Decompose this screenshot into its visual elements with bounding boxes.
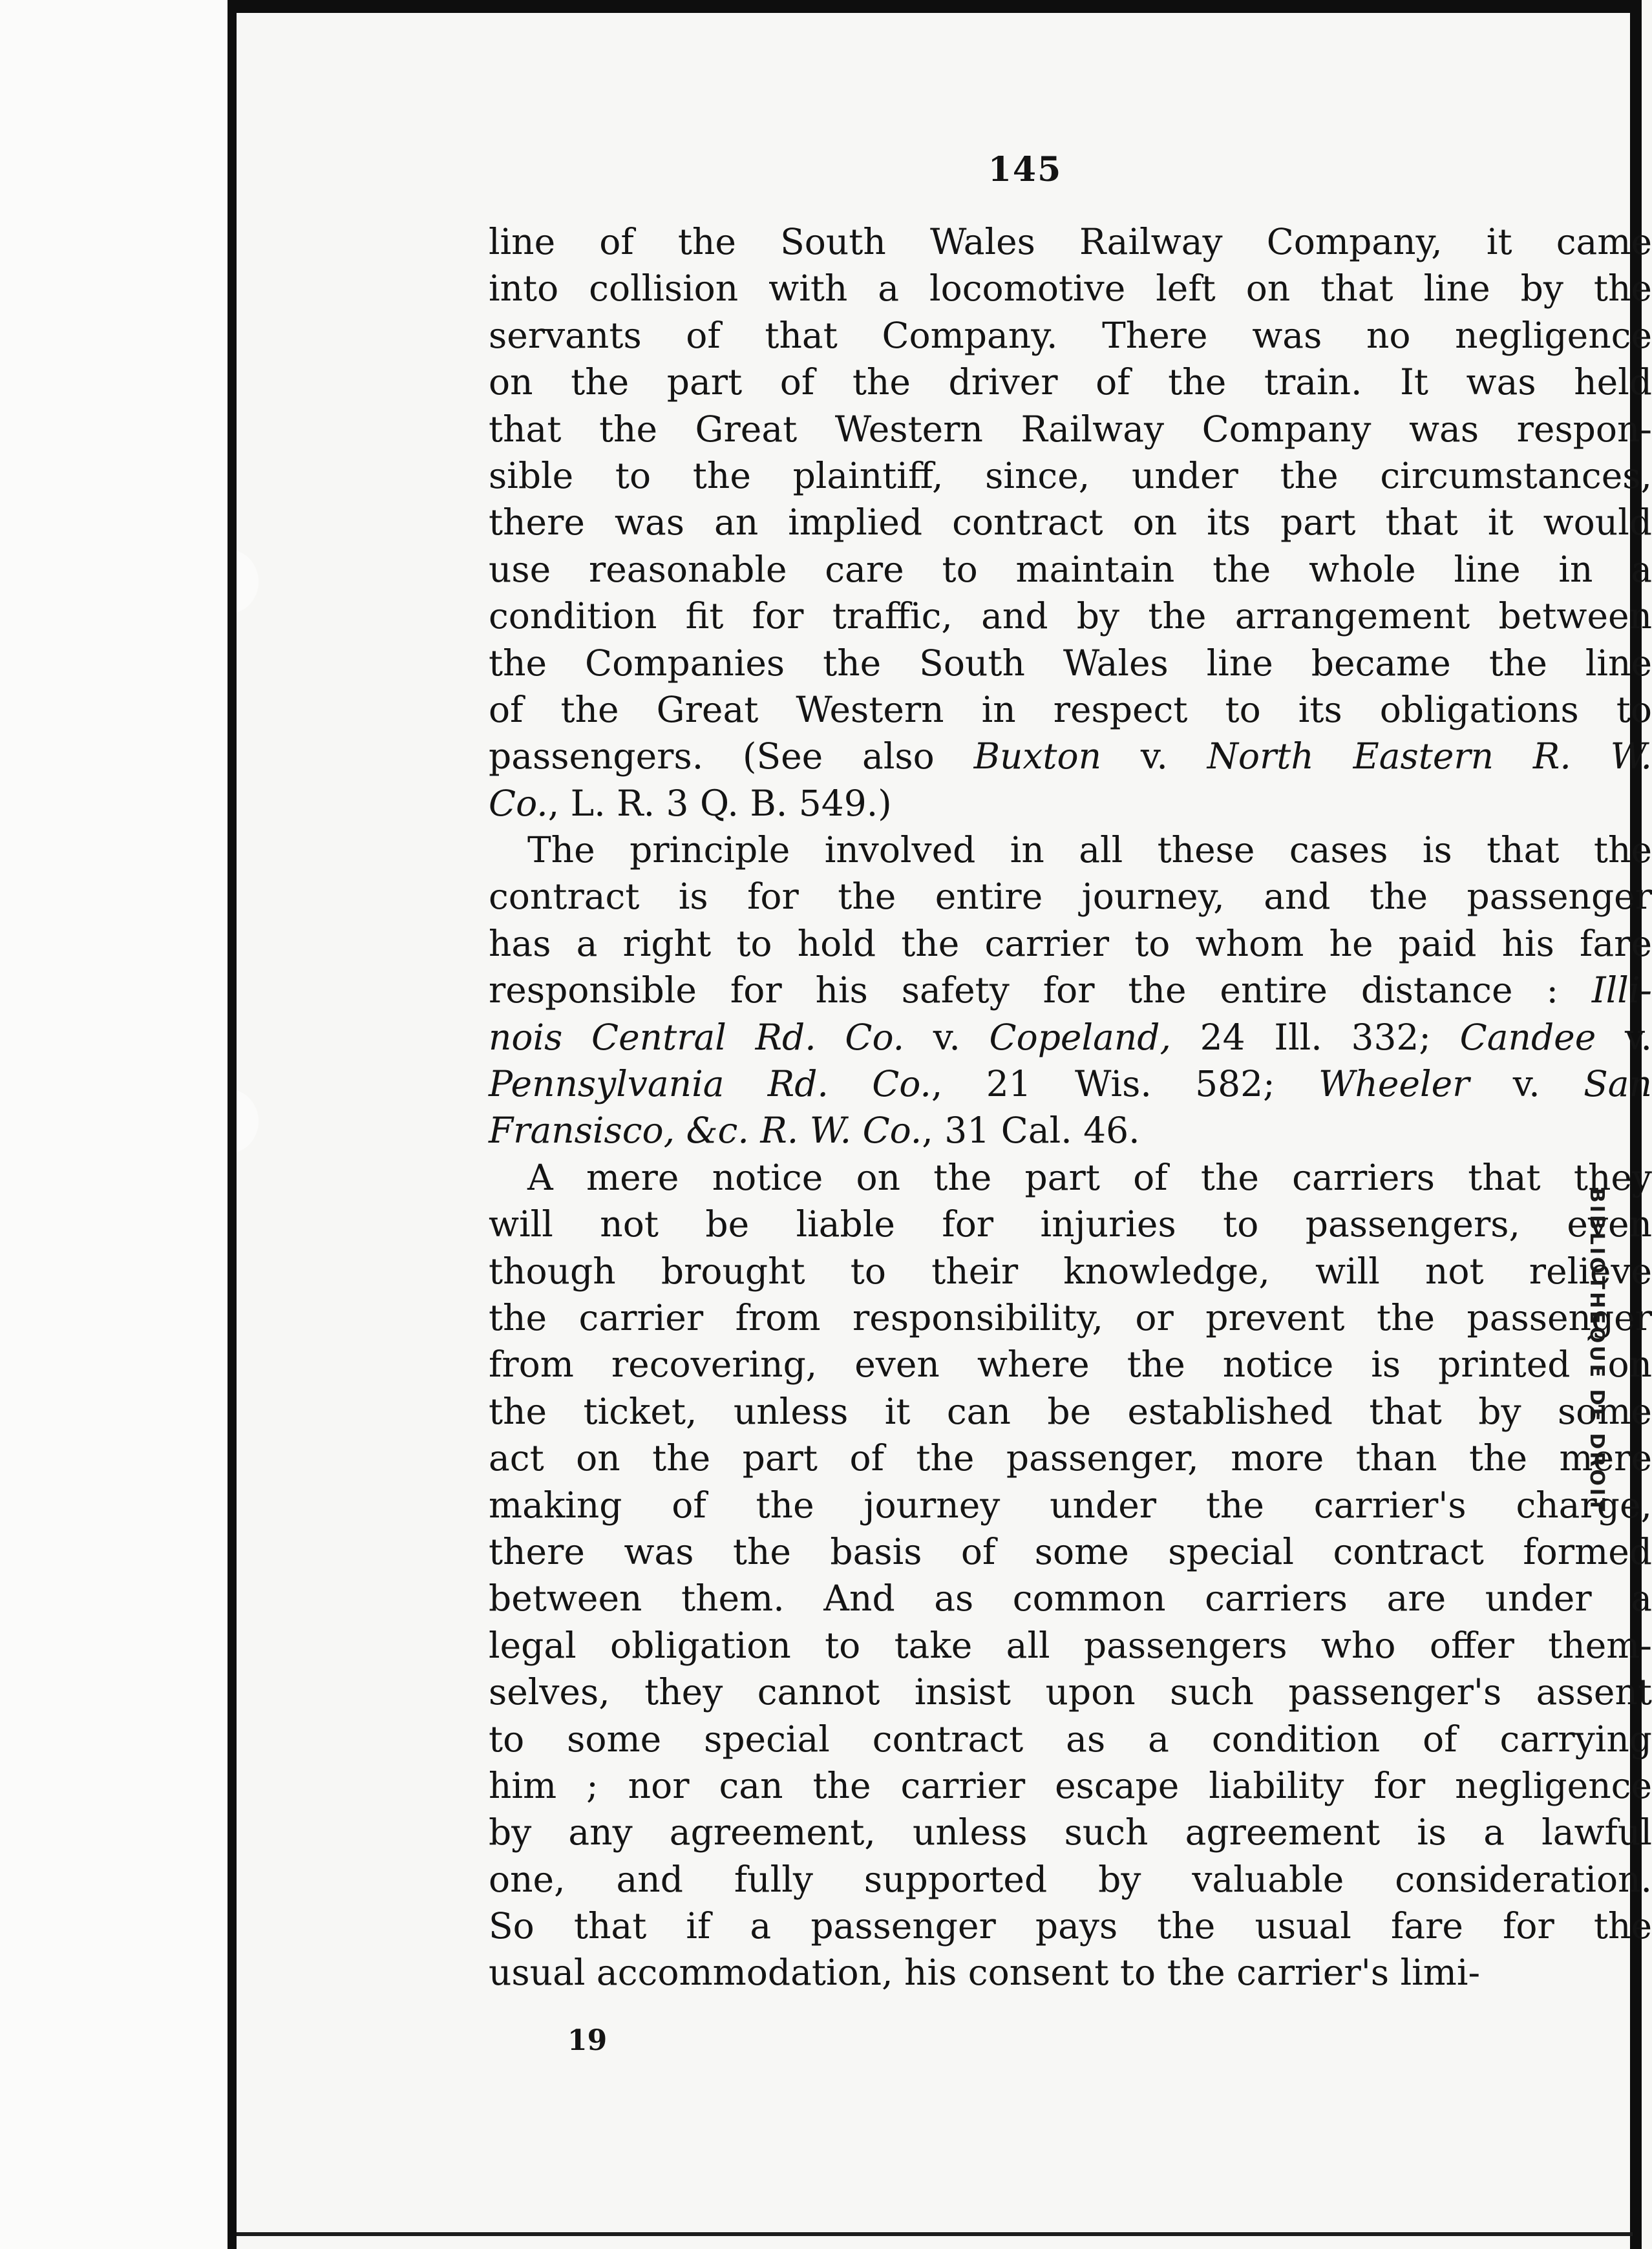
text-line bbox=[489, 359, 1652, 405]
page-number: 145 bbox=[988, 150, 1063, 189]
text-line bbox=[489, 1762, 1652, 1809]
signature-mark: 19 bbox=[567, 2024, 608, 2057]
paragraph bbox=[489, 827, 1652, 1154]
text-line bbox=[489, 1716, 1652, 1762]
scan-border-bottom bbox=[237, 2232, 1633, 2236]
text-line bbox=[489, 1482, 1652, 1528]
text-run: servants of that Company. There was no negligence bbox=[489, 314, 1652, 356]
case-name: Copeland, bbox=[989, 1016, 1171, 1058]
text-line bbox=[489, 1435, 1652, 1481]
text-line bbox=[489, 1856, 1652, 1903]
text-run: though brought to their knowledge, will not relieve bbox=[489, 1250, 1652, 1292]
text-line bbox=[489, 1622, 1652, 1669]
text-line bbox=[489, 452, 1652, 499]
text-run: the carrier from responsibility, or prevent the passenger bbox=[489, 1296, 1652, 1338]
text-run: act on the part of the passenger, more than the mere bbox=[489, 1437, 1652, 1479]
case-name: Pennsylvania Rd. Co. bbox=[489, 1063, 931, 1105]
case-name: Illi- bbox=[1591, 969, 1652, 1011]
case-name: Co. bbox=[489, 782, 548, 824]
text-line bbox=[489, 1154, 1652, 1201]
text-run: v. bbox=[1469, 1063, 1584, 1105]
text-run: to some special contract as a condition of carrying bbox=[489, 1718, 1652, 1760]
text-run: him ; nor can the carrier escape liability for negligence bbox=[489, 1764, 1652, 1806]
text-line bbox=[489, 546, 1652, 593]
text-run: one, and fully supported by valuable consideration. bbox=[489, 1858, 1652, 1900]
text-run: by any agreement, unless such agreement is a lawful bbox=[489, 1811, 1652, 1853]
text-line bbox=[489, 967, 1652, 1013]
text-run: v. bbox=[1101, 735, 1207, 777]
text-run: of the Great Western in respect to its obligations to bbox=[489, 688, 1652, 730]
text-run: contract is for the entire journey, and the passenger bbox=[489, 876, 1652, 918]
paragraph bbox=[489, 1154, 1652, 1996]
text-run: the Companies the South Wales line became the line bbox=[489, 642, 1652, 684]
paragraph bbox=[489, 218, 1652, 827]
text-run: between them. And as common carriers are under a bbox=[489, 1578, 1652, 1620]
text-line bbox=[489, 686, 1652, 733]
text-run: , L. R. 3 Q. B. 549.) bbox=[547, 782, 892, 824]
text-line bbox=[489, 218, 1652, 265]
text-line bbox=[489, 1061, 1652, 1107]
text-line bbox=[489, 1949, 1652, 1996]
text-line bbox=[489, 499, 1652, 545]
text-run: responsible for his safety for the entire distance : bbox=[489, 969, 1592, 1011]
text-line bbox=[489, 265, 1652, 311]
text-run: A mere notice on the part of the carriers that they bbox=[527, 1156, 1652, 1198]
case-name: San bbox=[1583, 1063, 1652, 1105]
text-run: from recovering, even where the notice is printed on bbox=[489, 1344, 1652, 1386]
text-line bbox=[489, 1201, 1652, 1247]
scan-border-top bbox=[237, 0, 1642, 13]
text-run: condition fit for traffic, and by the arrangement between bbox=[489, 595, 1652, 637]
text-line bbox=[489, 406, 1652, 452]
text-line bbox=[489, 827, 1652, 873]
text-run: into collision with a locomotive left on that line by the bbox=[489, 268, 1652, 310]
text-line bbox=[489, 1294, 1652, 1341]
text-run: use reasonable care to maintain the whole line in a bbox=[489, 548, 1652, 590]
text-run: on the part of the driver of the train. It was held bbox=[489, 361, 1652, 403]
text-run: selves, they cannot insist upon such passenger's assent bbox=[489, 1671, 1652, 1713]
text-line bbox=[489, 593, 1652, 639]
text-line bbox=[489, 1809, 1652, 1855]
gutter-shadow bbox=[228, 0, 237, 2249]
text-line bbox=[489, 920, 1652, 967]
case-name: Candee bbox=[1459, 1016, 1596, 1058]
text-line bbox=[489, 1669, 1652, 1715]
case-name: North Eastern R. W. bbox=[1207, 735, 1652, 777]
text-run: there was an implied contract on its part that it would bbox=[489, 502, 1652, 544]
text-line bbox=[489, 733, 1652, 779]
text-run: making of the journey under the carrier's charge, bbox=[489, 1484, 1652, 1526]
text-run: line of the South Wales Railway Company, it came bbox=[489, 221, 1652, 262]
book-page bbox=[237, 13, 1652, 2232]
case-name: nois Central Rd. Co. bbox=[489, 1016, 905, 1058]
text-run: sible to the plaintiff, since, under the circumstances, bbox=[489, 454, 1652, 496]
case-name: Buxton bbox=[973, 735, 1102, 777]
text-run: legal obligation to take all passengers who offer them- bbox=[489, 1624, 1652, 1666]
text-line bbox=[489, 312, 1652, 359]
case-name: Fransisco, &c. R. W. Co. bbox=[489, 1110, 922, 1152]
text-line bbox=[489, 1248, 1652, 1294]
text-line bbox=[489, 640, 1652, 686]
text-run: usual accommodation, his consent to the carrier's limi- bbox=[489, 1952, 1481, 1994]
library-stamp: BIBLIOTHEQUE DE DROIT bbox=[1585, 1188, 1608, 1514]
text-run: passengers. (See also bbox=[489, 735, 974, 777]
text-line bbox=[489, 873, 1652, 920]
text-run: The principle involved in all these cases is that the bbox=[527, 829, 1652, 871]
text-line bbox=[489, 1903, 1652, 1949]
text-line bbox=[489, 780, 1652, 827]
text-run: has a right to hold the carrier to whom he paid his fare bbox=[489, 922, 1652, 964]
text-line bbox=[489, 1575, 1652, 1621]
text-run: 24 Ill. 332; bbox=[1170, 1016, 1460, 1058]
text-run: v. bbox=[1596, 1016, 1652, 1058]
text-run: , 21 Wis. 582; bbox=[931, 1063, 1318, 1105]
text-run: that the Great Western Railway Company was respon- bbox=[489, 408, 1652, 450]
case-name: Wheeler bbox=[1318, 1063, 1470, 1105]
text-line bbox=[489, 1528, 1652, 1575]
body-text bbox=[489, 218, 1652, 1996]
text-run: So that if a passenger pays the usual fare for the bbox=[489, 1905, 1652, 1947]
text-line bbox=[489, 1388, 1652, 1435]
text-line bbox=[489, 1341, 1652, 1388]
text-run: , 31 Cal. 46. bbox=[922, 1110, 1140, 1152]
text-line bbox=[489, 1014, 1652, 1061]
text-run: v. bbox=[904, 1016, 990, 1058]
text-run: the ticket, unless it can be established that by some bbox=[489, 1390, 1652, 1432]
text-run: there was the basis of some special contract formed bbox=[489, 1530, 1652, 1572]
text-line bbox=[489, 1107, 1652, 1154]
text-run: will not be liable for injuries to passengers, even bbox=[489, 1203, 1652, 1245]
